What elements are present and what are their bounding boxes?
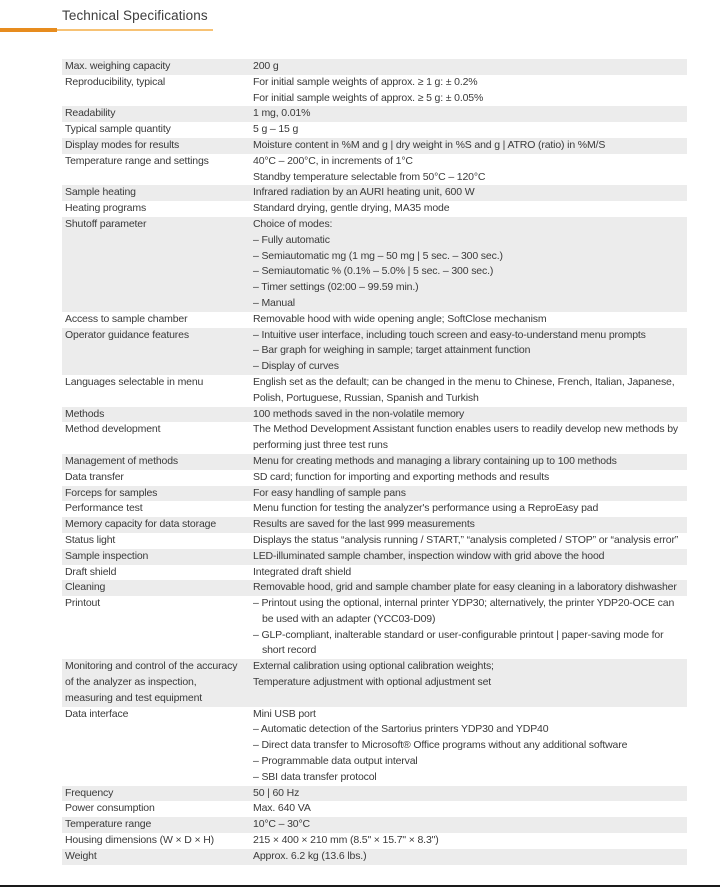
spec-table — [62, 59, 687, 865]
spec-value-line: Displays the status “analysis running / START,” “analysis completed / STOP” or “analysis error” — [253, 533, 679, 546]
spec-value — [253, 849, 687, 865]
spec-label: Monitoring and control of the accuracy of the analyzer as inspection, measuring and test equipment — [65, 660, 238, 704]
spec-value-line: For initial sample weights of approx. ≥ 5 g: ± 0.05% — [253, 91, 484, 104]
spec-value-line: Temperature adjustment with optional adjustment set — [253, 676, 492, 689]
spec-row — [62, 217, 687, 312]
spec-label: Languages selectable in menu — [65, 375, 204, 388]
spec-value-line: – Programmable data output interval — [253, 755, 418, 768]
spec-label: Methods — [65, 407, 105, 420]
spec-value — [253, 801, 687, 817]
spec-row — [62, 580, 687, 596]
spec-label: Housing dimensions (W × D × H) — [65, 834, 214, 847]
spec-label: Data transfer — [65, 470, 124, 483]
spec-row — [62, 454, 687, 470]
spec-value-line: Integrated draft shield — [253, 565, 352, 578]
spec-label: Status light — [65, 533, 116, 546]
spec-value — [253, 659, 687, 706]
spec-value — [253, 533, 687, 549]
spec-value-line: Max. 640 VA — [253, 802, 311, 815]
bottom-rule — [0, 885, 720, 887]
spec-label: Memory capacity for data storage — [65, 518, 217, 531]
spec-row — [62, 312, 687, 328]
spec-value — [253, 517, 687, 533]
spec-row — [62, 707, 687, 786]
spec-value-line: Menu for creating methods and managing a library containing up to 100 methods — [253, 454, 617, 467]
spec-label: Display modes for results — [65, 138, 180, 151]
spec-value-line: 1 mg, 0.01% — [253, 107, 311, 120]
spec-row — [62, 817, 687, 833]
spec-row — [62, 565, 687, 581]
spec-value-line: 200 g — [253, 60, 279, 72]
spec-value — [253, 486, 687, 502]
spec-label: Cleaning — [65, 581, 106, 594]
spec-value-line: Standby temperature selectable from 50°C – 120°C — [253, 170, 486, 183]
spec-value-line: Approx. 6.2 kg (13.6 lbs.) — [253, 849, 367, 862]
spec-label: Power consumption — [65, 802, 155, 815]
spec-label: Draft shield — [65, 565, 117, 578]
spec-value-line: – Timer settings (02:00 – 99.59 min.) — [253, 281, 419, 294]
spec-label: Readability — [65, 107, 116, 120]
spec-value-line: – Direct data transfer to Microsoft® Office programs without any additional software — [253, 739, 628, 752]
spec-row — [62, 122, 687, 138]
spec-value — [253, 312, 687, 328]
spec-label: Forceps for samples — [65, 486, 158, 499]
spec-label: Shutoff parameter — [65, 217, 147, 230]
spec-value — [253, 422, 687, 454]
spec-label: Weight — [65, 849, 97, 862]
spec-row — [62, 59, 687, 75]
spec-row — [62, 501, 687, 517]
spec-value-line: – SBI data transfer protocol — [253, 770, 377, 783]
spec-label: Reproducibility, typical — [65, 75, 166, 88]
spec-value — [253, 138, 687, 154]
spec-value-line: LED-illuminated sample chamber, inspection window with grid above the hood — [253, 549, 605, 562]
spec-value — [253, 596, 687, 659]
spec-row — [62, 154, 687, 186]
spec-row — [62, 201, 687, 217]
spec-row — [62, 422, 687, 454]
spec-value — [253, 707, 687, 786]
spec-value-line: – Printout using the optional, internal printer YDP30; alternatively, the printer YDP20-OCE can be used with an adapter (YCC03-D09) — [253, 597, 675, 625]
spec-value-line: – Manual — [253, 296, 295, 309]
accent-bar-light — [57, 29, 213, 31]
spec-value — [253, 501, 687, 517]
spec-value — [253, 565, 687, 581]
spec-row — [62, 375, 687, 407]
spec-value-line: – Bar graph for weighing in sample; target attainment function — [253, 344, 531, 357]
spec-row — [62, 407, 687, 423]
spec-row — [62, 328, 687, 375]
spec-label: Operator guidance features — [65, 328, 189, 341]
spec-value-line: Removable hood with wide opening angle; SoftClose mechanism — [253, 312, 547, 325]
spec-label: Frequency — [65, 786, 114, 799]
spec-label: Data interface — [65, 707, 129, 720]
spec-value — [253, 407, 687, 423]
spec-row — [62, 106, 687, 122]
spec-label: Sample heating — [65, 186, 136, 199]
spec-row — [62, 138, 687, 154]
spec-row — [62, 659, 687, 706]
spec-row — [62, 596, 687, 659]
spec-value — [253, 328, 687, 375]
spec-value — [253, 106, 687, 122]
spec-value — [253, 470, 687, 486]
spec-value — [253, 217, 687, 312]
spec-label: Temperature range and settings — [65, 154, 209, 167]
spec-value — [253, 75, 687, 107]
spec-label: Management of methods — [65, 454, 179, 467]
spec-value — [253, 59, 687, 75]
spec-value — [253, 122, 687, 138]
spec-value-line: Mini USB port — [253, 707, 316, 720]
spec-value-line: 5 g – 15 g — [253, 123, 299, 136]
spec-value-line: – Semiautomatic mg (1 mg – 50 mg | 5 sec. – 300 sec.) — [253, 249, 503, 262]
spec-label: Performance test — [65, 502, 143, 515]
spec-value — [253, 817, 687, 833]
spec-value-line: The Method Development Assistant function enables users to readily develop new methods by performing just three test runs — [253, 423, 678, 452]
spec-row — [62, 533, 687, 549]
spec-label: Temperature range — [65, 818, 152, 831]
spec-value — [253, 833, 687, 849]
spec-row — [62, 486, 687, 502]
spec-value — [253, 580, 687, 596]
spec-value — [253, 454, 687, 470]
spec-value-line: SD card; function for importing and exporting methods and results — [253, 470, 550, 483]
spec-value — [253, 185, 687, 201]
spec-row — [62, 786, 687, 802]
spec-label: Printout — [65, 597, 100, 610]
spec-row — [62, 801, 687, 817]
spec-value-line: Infrared radiation by an AURI heating unit, 600 W — [253, 186, 475, 199]
spec-value-line: English set as the default; can be changed in the menu to Chinese, French, Italian, Japanese, Polish, Portuguese, Russian, Spanish and Turkish — [253, 375, 675, 404]
spec-value-line: Standard drying, gentle drying, MA35 mode — [253, 202, 450, 215]
page-title: Technical Specifications — [62, 8, 208, 23]
spec-value — [253, 549, 687, 565]
spec-value — [253, 154, 687, 186]
spec-label: Max. weighing capacity — [65, 60, 171, 72]
spec-value-line: Moisture content in %M and g | dry weight in %S and g | ATRO (ratio) in %M/S — [253, 138, 606, 151]
spec-value-line: – GLP-compliant, inalterable standard or user-configurable printout | paper-saving mode for short record — [253, 628, 664, 657]
spec-value-line: 40°C – 200°C, in increments of 1°C — [253, 154, 413, 167]
spec-row — [62, 470, 687, 486]
spec-label: Sample inspection — [65, 549, 149, 562]
spec-label: Heating programs — [65, 202, 147, 215]
spec-value-line: 10°C – 30°C — [253, 818, 310, 831]
spec-value — [253, 375, 687, 407]
spec-value — [253, 786, 687, 802]
spec-row — [62, 517, 687, 533]
spec-value-line: – Semiautomatic % (0.1% – 5.0% | 5 sec. – 300 sec.) — [253, 265, 494, 278]
spec-row — [62, 833, 687, 849]
spec-value-line: 100 methods saved in the non-volatile memory — [253, 407, 465, 420]
spec-value-line: – Automatic detection of the Sartorius printers YDP30 and YDP40 — [253, 723, 549, 736]
spec-value-line: 50 | 60 Hz — [253, 786, 300, 799]
spec-value-line: Choice of modes: — [253, 217, 333, 230]
spec-value-line: Menu function for testing the analyzer's performance using a ReproEasy pad — [253, 502, 599, 515]
accent-bar-dark — [0, 28, 57, 32]
spec-value-line: – Fully automatic — [253, 233, 330, 246]
spec-label: Method development — [65, 423, 161, 436]
spec-row — [62, 75, 687, 107]
spec-value-line: – Intuitive user interface, including touch screen and easy-to-understand menu prompts — [253, 328, 646, 341]
spec-row — [62, 549, 687, 565]
spec-value-line: – Display of curves — [253, 360, 339, 373]
spec-value-line: Removable hood, grid and sample chamber plate for easy cleaning in a laboratory dishwasher — [253, 581, 677, 594]
spec-row — [62, 849, 687, 865]
spec-value-line: For easy handling of sample pans — [253, 486, 406, 499]
spec-label: Access to sample chamber — [65, 312, 188, 325]
spec-value-line: External calibration using optional calibration weights; — [253, 660, 494, 673]
spec-label: Typical sample quantity — [65, 123, 171, 136]
spec-value-line: Results are saved for the last 999 measurements — [253, 518, 475, 531]
spec-value-line: For initial sample weights of approx. ≥ 1 g: ± 0.2% — [253, 75, 478, 88]
spec-row — [62, 185, 687, 201]
spec-value — [253, 201, 687, 217]
spec-value-line: 215 × 400 × 210 mm (8.5" × 15.7" × 8.3") — [253, 834, 439, 847]
